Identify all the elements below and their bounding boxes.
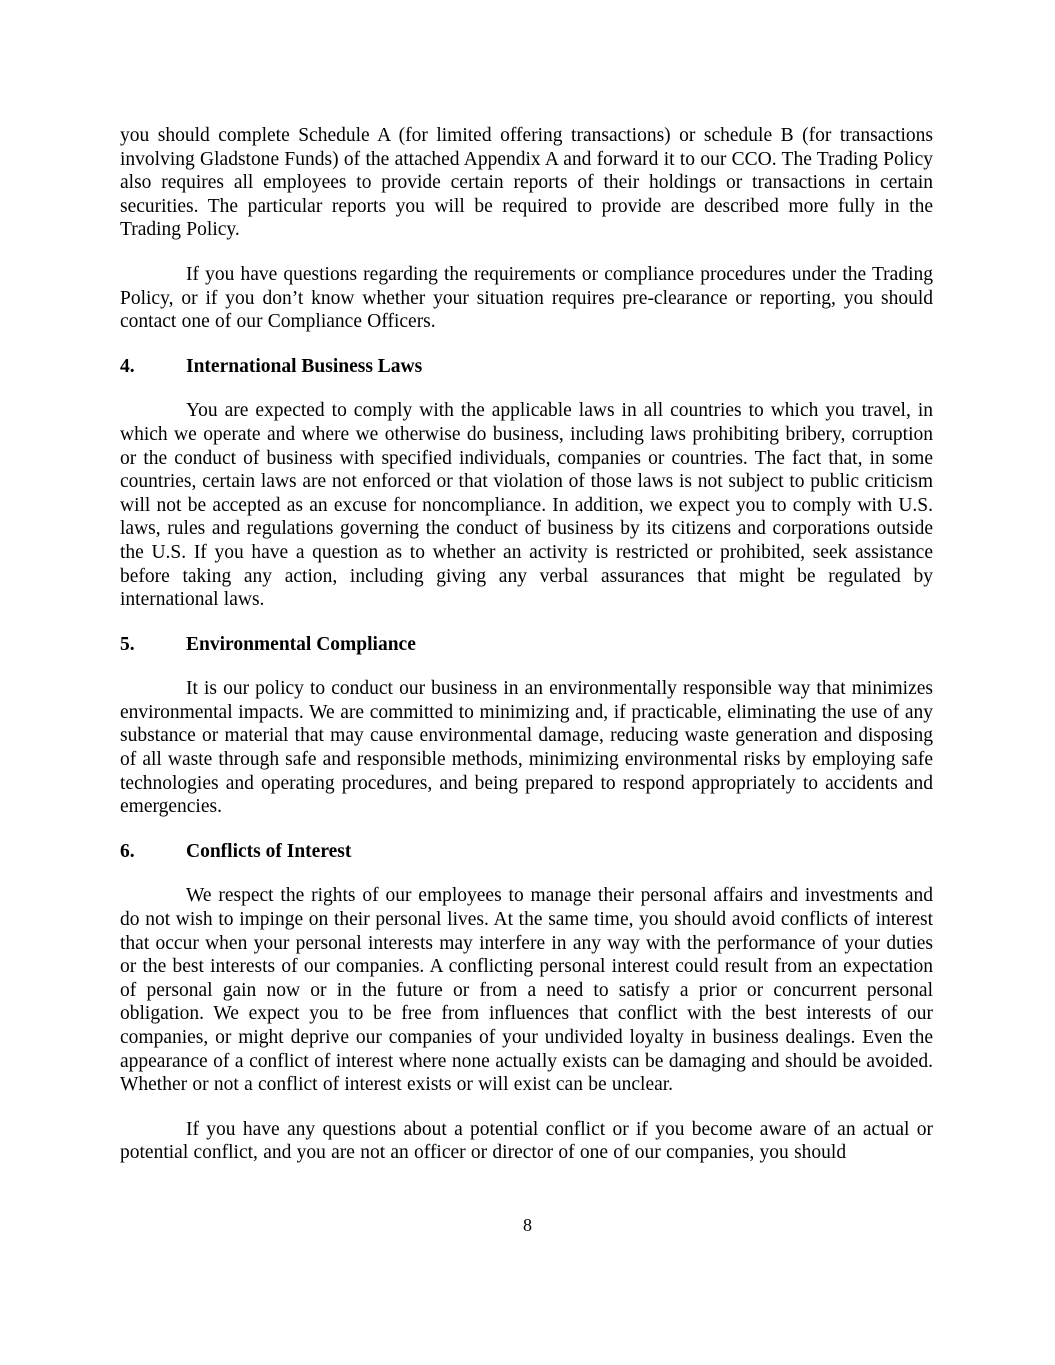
- heading-title: Conflicts of Interest: [186, 840, 352, 862]
- page-number: 8: [523, 1215, 532, 1235]
- heading-number: 5.: [120, 633, 135, 655]
- heading-number: 6.: [120, 840, 135, 862]
- heading-number: 4.: [120, 355, 135, 377]
- paragraph-trading-policy-reports: you should complete Schedule A (for limited offering transactions) or schedule B (for transactions involving Gladstone Funds) of the attached Appendix A and forward it to our CCO. The Trading Policy also requires all employees to provide certain reports of their holdings or transactions in certain securities. The particular reports you will be required to provide are described more fully in the Trading Policy.: [120, 125, 933, 241]
- heading-environmental-compliance: [120, 633, 933, 657]
- paragraph-conflicts-questions: If you have any questions about a potential conflict or if you become aware of an actual or potential conflict, and you are not an officer or director of one of our companies, you should: [120, 1118, 933, 1164]
- heading-international-business-laws: [120, 355, 933, 379]
- paragraph-environmental-policy-body: It is our policy to conduct our business in an environmentally responsible way that minimizes environmental impacts. We are committed to minimizing and, if practicable, eliminating the use of any substance or material that may cause environmental damage, reducing waste generation and disposing of all waste through safe and responsible methods, minimizing environmental risks by employing safe technologies and operating procedures, and being prepared to respond appropriately to accidents and emergencies.: [120, 678, 933, 818]
- page-body: [120, 124, 933, 1186]
- heading-title: Environmental Compliance: [186, 633, 416, 655]
- paragraph-compliance-questions: If you have questions regarding the requirements or compliance procedures under the Trading Policy, or if you don’t know whether your situation requires pre-clearance or reporting, you should contact one of our Compliance Officers.: [120, 263, 933, 333]
- paragraph-conflicts-body: We respect the rights of our employees to manage their personal affairs and investments and do not wish to impinge on their personal lives. At the same time, you should avoid conflicts of interest that occur when your personal interests may interfere in any way with the performance of your duties or the best interests of our companies. A conflicting personal interest could result from an expectation of personal gain now or in the future or from a need to satisfy a prior or concurrent personal obligation. We expect you to be free from influences that conflict with the best interests of our companies, or might deprive our companies of your undivided loyalty in business dealings. Even the appearance of a conflict of interest where none actually exists can be damaging and should be avoided. Whether or not a conflict of interest exists or will exist can be unclear.: [120, 885, 933, 1096]
- heading-title: International Business Laws: [186, 355, 423, 377]
- heading-conflicts-of-interest: [120, 840, 933, 864]
- paragraph-international-laws-body: You are expected to comply with the applicable laws in all countries to which you travel, in which we operate and where we otherwise do business, including laws prohibiting bribery, corruption or the conduct of business with specified individuals, companies or countries. The fact that, in some countries, certain laws are not enforced or that violation of those laws is not subject to public criticism will not be accepted as an excuse for noncompliance. In addition, we expect you to comply with U.S. laws, rules and regulations governing the conduct of business by its citizens and corporations outside the U.S. If you have a question as to whether an activity is restricted or prohibited, seek assistance before taking any action, including giving any verbal assurances that might be regulated by international laws.: [120, 400, 933, 611]
